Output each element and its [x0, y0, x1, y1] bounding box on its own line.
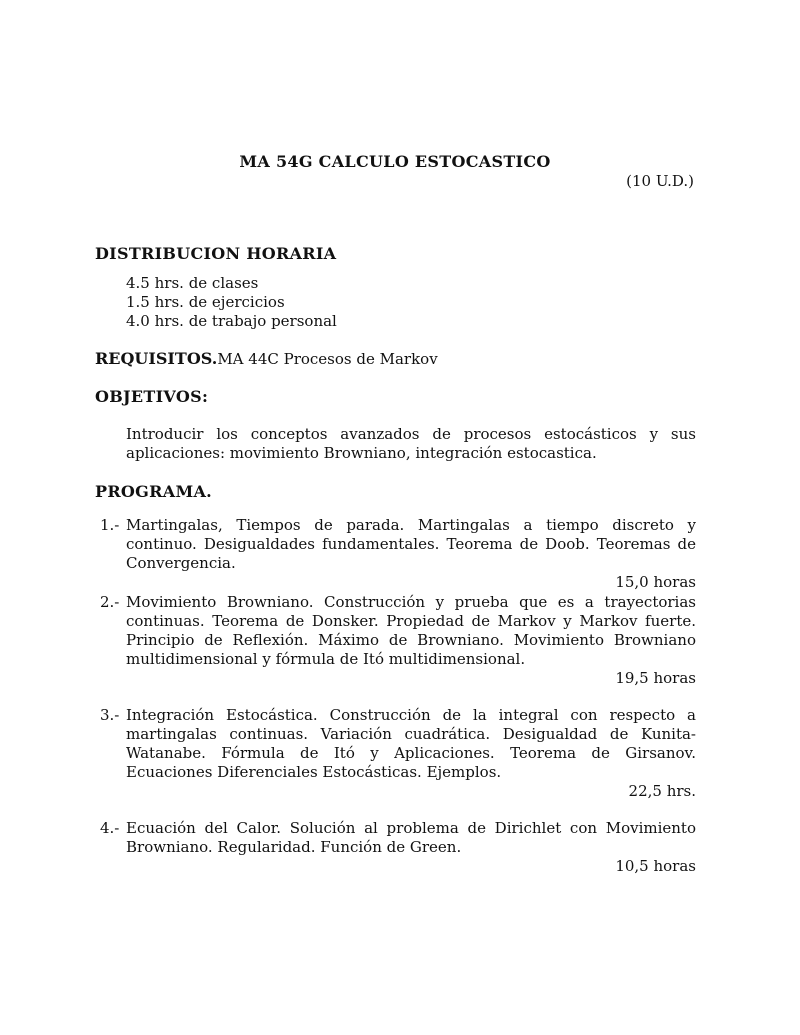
course-units: (10 U.D.) [626, 172, 694, 190]
program-heading: PROGRAMA. [95, 482, 213, 501]
schedule-heading: DISTRIBUCION HORARIA [95, 244, 337, 263]
program-item-duration: 15,0 horas [615, 573, 696, 591]
program-item-text: Martingalas, Tiempos de parada. Martingalas a tiempo discreto y continuo. Desigualdades fundamentales. Teorema de Doob. Teoremas de Convergencia. [126, 516, 696, 572]
schedule-list [126, 274, 337, 331]
program-item [100, 706, 696, 801]
program-item-number: 2.- [100, 593, 120, 611]
program-item-duration: 19,5 horas [615, 669, 696, 687]
program-item-number: 3.- [100, 706, 120, 724]
program-item-number: 1.- [100, 516, 120, 534]
schedule-item: 1.5 hrs. de ejercicios [126, 293, 285, 311]
requirements-label: REQUISITOS. [95, 349, 218, 368]
program-item-duration: 10,5 horas [615, 857, 696, 875]
schedule-item: 4.5 hrs. de clases [126, 274, 259, 292]
requirements-value: MA 44C Procesos de Markov [217, 350, 438, 368]
program-item-text: Ecuación del Calor. Solución al problema de Dirichlet con Movimiento Browniano. Regularidad. Función de Green. [126, 819, 696, 856]
objectives-text: Introducir los conceptos avanzados de procesos estocásticos y sus aplicaciones: movimiento Browniano, integración estocastica. [126, 425, 696, 462]
program-item [100, 593, 696, 688]
schedule-item: 4.0 hrs. de trabajo personal [126, 312, 337, 330]
program-item [100, 819, 696, 876]
requirements-line [95, 349, 438, 369]
program-item-number: 4.- [100, 819, 120, 837]
program-item-text: Movimiento Browniano. Construcción y prueba que es a trayectorias continuas. Teorema de Donsker. Propiedad de Markov y Markov fuerte. Principio de Reflexión. Máximo de Browniano. Movimiento Browniano multidimensional y fórmula de Itó multidimensional. [126, 593, 696, 668]
program-item-duration: 22,5 hrs. [628, 782, 696, 800]
program-item-text: Integración Estocástica. Construcción de la integral con respecto a martingalas continuas. Variación cuadrática. Desigualdad de Kunita-Watanabe. Fórmula de Itó y Aplicaciones. Teorema de Girsanov. Ecuaciones Diferenciales Estocásticas. Ejemplos. [126, 706, 696, 781]
course-title: MA 54G CALCULO ESTOCASTICO [239, 152, 551, 171]
objectives-heading: OBJETIVOS: [95, 387, 209, 406]
program-item [100, 516, 696, 592]
